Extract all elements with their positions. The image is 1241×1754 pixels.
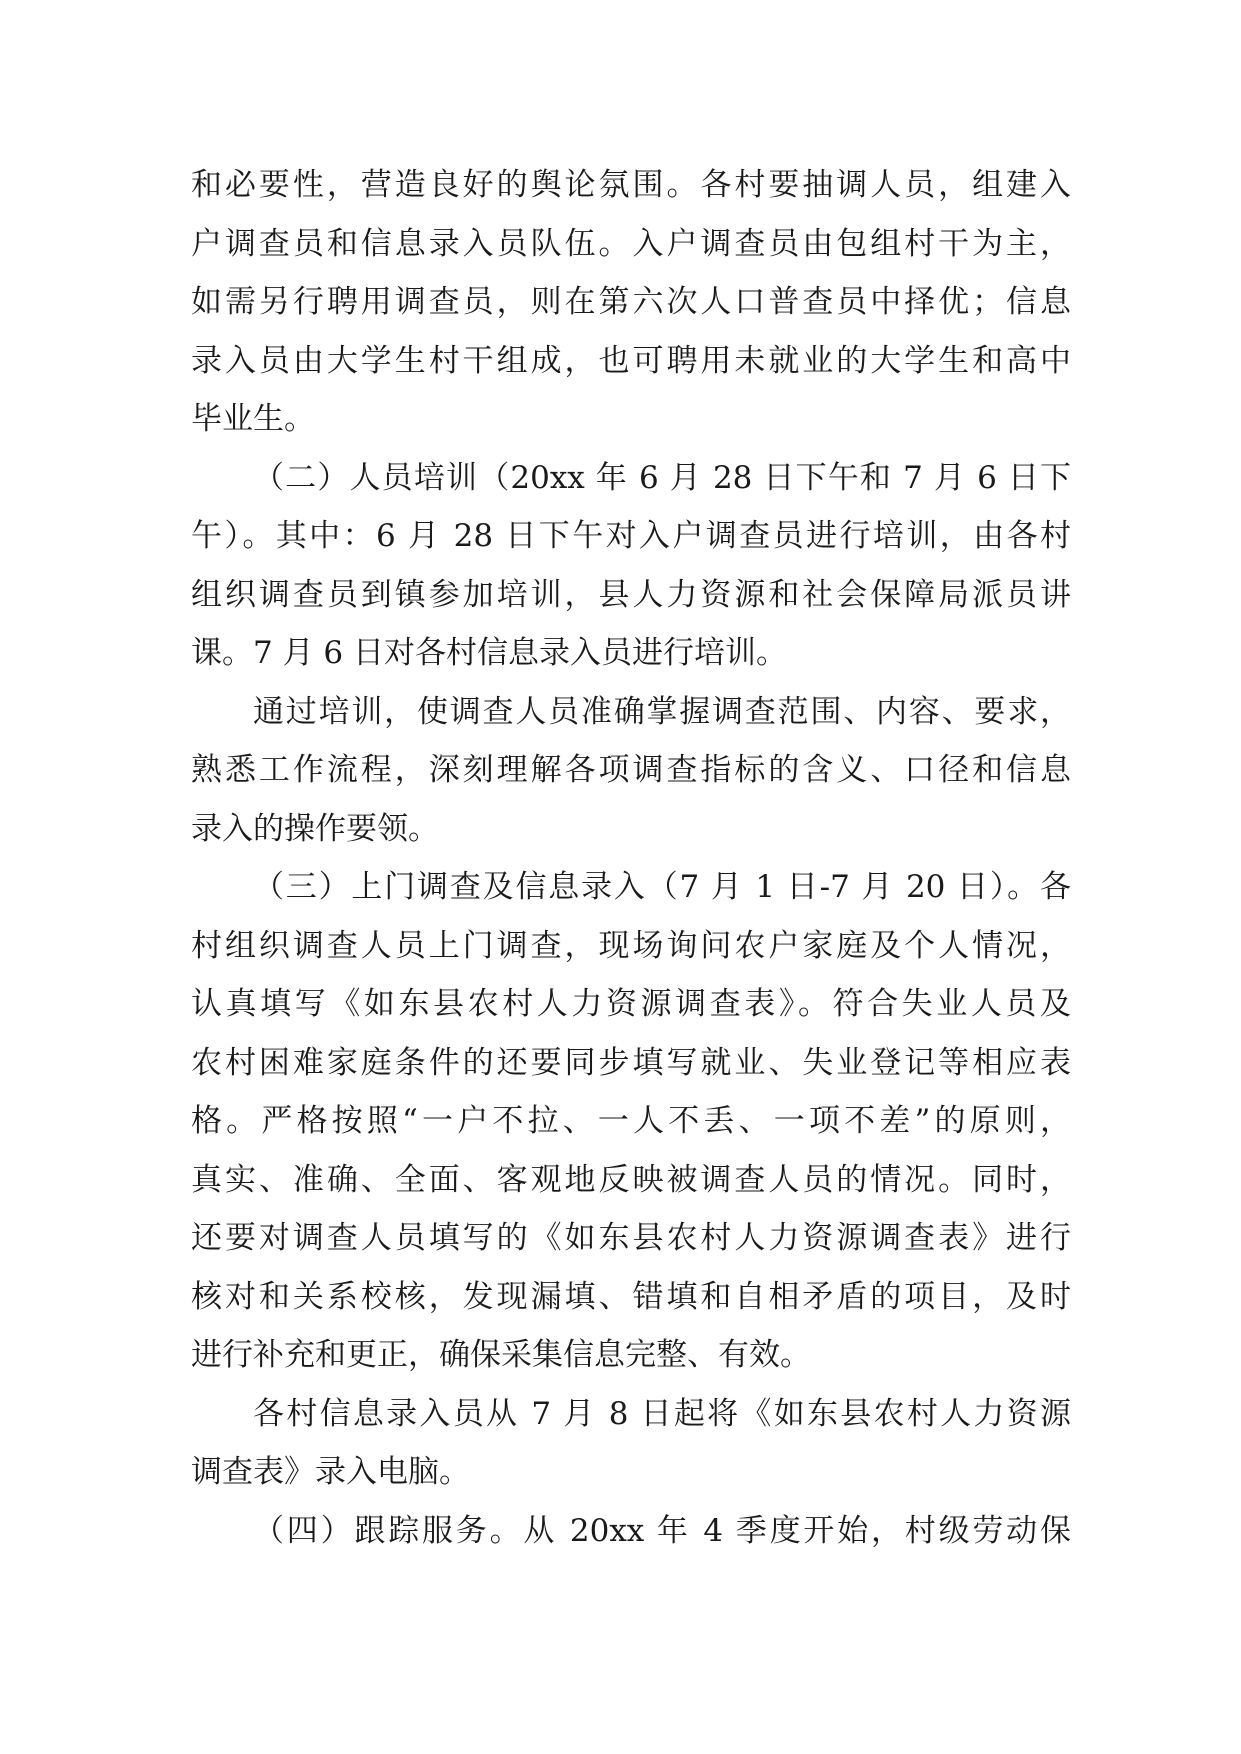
text-line: 真实、准确、全面、客观地反映被调查人员的情况。同时， (191, 1161, 1071, 1198)
text-line: 通过培训，使调查人员准确掌握调查范围、内容、要求， (253, 693, 1071, 730)
text-line: 组织调查员到镇参加培训，县人力资源和社会保障局派员讲 (191, 576, 1071, 613)
text-line: 各村信息录入员从 7 月 8 日起将《如东县农村人力资源 (253, 1395, 1071, 1432)
text-line: 格。严格按照“一户不拉、一人不丢、一项不差”的原则， (191, 1103, 1071, 1139)
text-line: （二）人员培训（20xx 年 6 月 28 日下午和 7 月 6 日下 (253, 459, 1071, 496)
text-line: 认真填写《如东县农村人力资源调查表》。符合失业人员及 (191, 986, 1071, 1022)
text-line: 如需另行聘用调查员，则在第六次人口普查员中择优；信息 (191, 284, 1071, 320)
text-line: 熟悉工作流程，深刻理解各项调查指标的含义、口径和信息 (191, 752, 1071, 788)
text-line: 村组织调查人员上门调查，现场询问农户家庭及个人情况， (191, 927, 1071, 964)
text-line: 毕业生。 (191, 401, 315, 437)
text-line: （三）上门调查及信息录入（7 月 1 日-7 月 20 日）。各 (253, 869, 1071, 905)
text-line: 核对和关系校核，发现漏填、错填和自相矛盾的项目，及时 (191, 1278, 1071, 1315)
text-line: 进行补充和更正，确保采集信息完整、有效。 (191, 1337, 811, 1373)
text-line: 课。7 月 6 日对各村信息录入员进行培训。 (191, 635, 788, 671)
text-line: 录入员由大学生村干组成，也可聘用未就业的大学生和高中 (191, 342, 1071, 379)
text-line: 调查表》录入电脑。 (191, 1454, 470, 1490)
text-line: 还要对调查人员填写的《如东县农村人力资源调查表》进行 (191, 1220, 1071, 1256)
document-body (191, 156, 1071, 1560)
text-line: 农村困难家庭条件的还要同步填写就业、失业登记等相应表 (191, 1044, 1071, 1081)
text-line: 户调查员和信息录入员队伍。入户调查员由包组村干为主， (191, 225, 1071, 262)
text-line: 午）。其中：6 月 28 日下午对入户调查员进行培训，由各村 (191, 518, 1071, 554)
text-line: 录入的操作要领。 (191, 810, 439, 847)
text-line: 和必要性，营造良好的舆论氛围。各村要抽调人员，组建入 (191, 167, 1071, 203)
text-line: （四）跟踪服务。从 20xx 年 4 季度开始，村级劳动保 (253, 1512, 1071, 1549)
